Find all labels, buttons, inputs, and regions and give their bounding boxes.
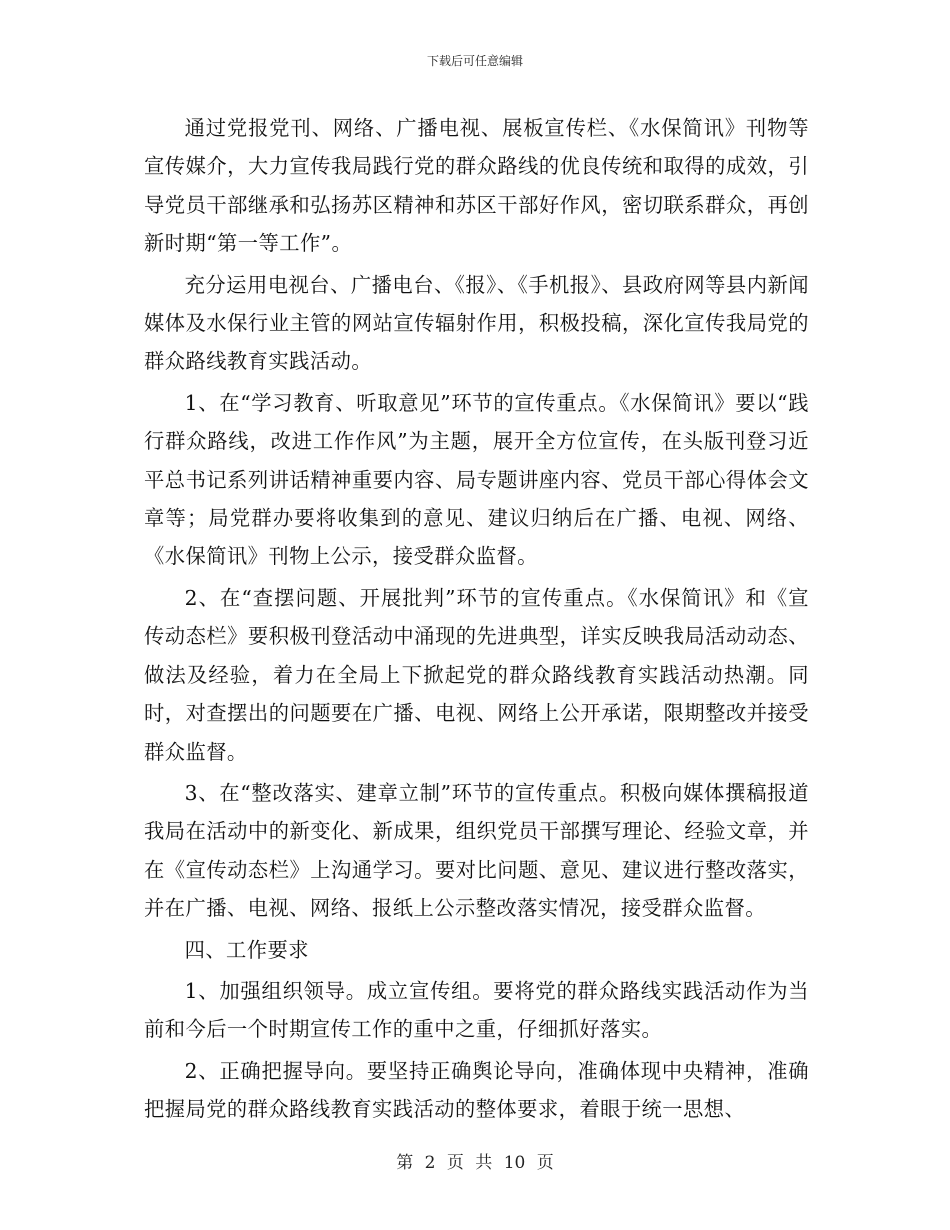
paragraph-stage-1: 1、在“学习教育、听取意见”环节的宣传重点。《水保简讯》要以“践行群众路线，改进工作作风”为主题，展开全方位宣传，在头版刊登习近平总书记系列讲话精神重要内容、局专题讲座内容、党员干部心得体会文章等；局党群办要将收集到的意见、建议归纳后在广播、电视、网络、《水保简讯》刊物上公示，接受群众监督。 <box>144 390 809 569</box>
paragraph-county-media: 充分运用电视台、广播电台、《报》、《手机报》、县政府网等县内新闻媒体及水保行业主管的网站宣传辐射作用，积极投稿，深化宣传我局党的群众路线教育实践活动。 <box>144 272 809 374</box>
paragraph-requirement-2: 2、正确把握导向。要坚持正确舆论导向，准确体现中央精神，准确把握局党的群众路线教育实践活动的整体要求，着眼于统一思想、 <box>144 1058 809 1122</box>
paragraph-stage-2: 2、在“查摆问题、开展批判”环节的宣传重点。《水保简讯》和《宣传动态栏》要积极刊登活动中涌现的先进典型，详实反映我局活动动态、做法及经验，着力在全局上下掀起党的群众路线教育实践活动热潮。同时，对查摆出的问题要在广播、电视、网络上公开承诺，限期整改并接受群众监督。 <box>144 585 809 764</box>
paragraph-media-promotion: 通过党报党刊、网络、广播电视、展板宣传栏、《水保简讯》刊物等宣传媒介，大力宣传我局践行党的群众路线的优良传统和取得的成效，引导党员干部继承和弘扬苏区精神和苏区干部好作风，密切联系群众，再创新时期“第一等工作”。 <box>144 116 809 256</box>
paragraph-stage-3: 3、在“整改落实、建章立制”环节的宣传重点。积极向媒体撰稿报道我局在活动中的新变化、新成果，组织党员干部撰写理论、经验文章，并在《宣传动态栏》上沟通学习。要对比问题、意见、建议进行整改落实，并在广播、电视、网络、报纸上公示整改落实情况，接受群众监督。 <box>144 780 809 921</box>
document-body <box>144 109 809 1129</box>
page-header: 下载后可任意编辑 <box>426 54 523 68</box>
page-number: 第 2 页 共 10 页 <box>396 1153 554 1173</box>
paragraph-requirement-1: 1、加强组织领导。成立宣传组。要将党的群众路线实践活动作为当前和今后一个时期宣传工作的重中之重，仔细抓好落实。 <box>144 978 809 1042</box>
section-heading-work-requirements: 四、工作要求 <box>184 937 309 962</box>
